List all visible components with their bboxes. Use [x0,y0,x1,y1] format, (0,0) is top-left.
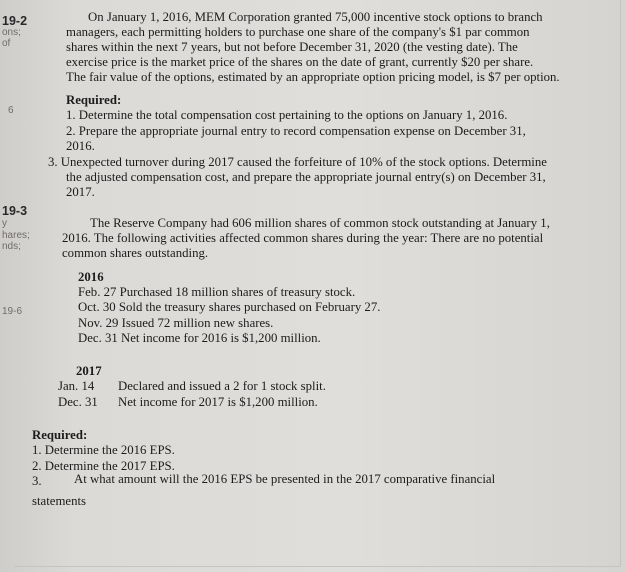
p19-3-required-2: 2. Determine the 2017 EPS. [32,459,175,473]
p19-3-intro-line-3: common shares outstanding. [62,246,209,260]
p19-3-year-2017: 2017 [76,364,102,378]
p19-3-required-heading: Required: [32,428,88,442]
margin-note-6: 6 [8,105,14,116]
margin-note-ons: ons; [2,27,21,38]
p19-2-required-2-line-1: 2. Prepare the appropriate journal entry to record compensation expense on December 31, [66,124,526,138]
p19-3-event-2016-4: Dec. 31 Net income for 2016 is $1,200 million. [78,331,321,345]
margin-note-19-2: 19-2 [2,14,28,28]
p19-2-required-3-line-2: the adjusted compensation cost, and prepare the appropriate journal entry(s) on December 31, [66,170,546,184]
margin-note-19-3: 19-3 [2,204,28,218]
p19-2-required-3-line-3: 2017. [66,185,95,199]
p19-3-event-2016-2: Oct. 30 Sold the treasury shares purchased on February 27. [78,300,381,314]
p19-2-required-heading: Required: [66,93,122,107]
p19-2-intro-line-1: On January 1, 2016, MEM Corporation granted 75,000 incentive stock options to branch [88,10,543,24]
p19-2-intro-line-4: exercise price is the market price of the shares on the date of grant, currently $20 per share. [66,55,534,69]
margin-note-hares: hares; [2,230,30,241]
p19-3-required-3-line-2: statements [32,494,87,508]
p19-3-event-2017-2-text: Net income for 2017 is $1,200 million. [118,395,318,409]
margin-note-19-6: 19-6 [2,306,23,317]
p19-3-event-2016-1: Feb. 27 Purchased 18 million shares of treasury stock. [78,285,356,299]
p19-3-event-2017-2-date: Dec. 31 [58,395,98,409]
p19-3-event-2016-3: Nov. 29 Issued 72 million new shares. [78,316,274,330]
p19-2-intro-line-3: shares within the next 7 years, but not before December 31, 2020 (the vesting date). The [66,40,518,54]
p19-3-required-3-text: At what amount will the 2016 EPS be presented in the 2017 comparative financial [74,472,496,486]
margin-note-of: of [2,38,11,49]
p19-2-intro-line-2: managers, each permitting holders to purchase one share of the company's $1 par common [66,25,530,39]
p19-3-event-2017-1-text: Declared and issued a 2 for 1 stock split. [118,379,326,393]
p19-2-required-1: 1. Determine the total compensation cost pertaining to the options on January 1, 2016. [66,108,508,122]
margin-note-y: y [2,218,7,229]
p19-3-year-2016: 2016 [78,270,104,284]
p19-3-event-2017-1-date: Jan. 14 [58,379,95,393]
p19-3-intro-line-2: 2016. The following activities affected common shares during the year: There are no potential [62,231,544,245]
p19-2-required-3-line-1: 3. Unexpected turnover during 2017 caused the forfeiture of 10% of the stock options. Determine [48,155,547,169]
p19-2-required-2-line-2: 2016. [66,139,95,153]
p19-3-required-3-number: 3. [32,474,42,488]
margin-note-nds: nds; [2,241,21,252]
p19-2-intro-line-5: The fair value of the options, estimated by an appropriate option pricing model, is $7 per option. [66,70,560,84]
p19-3-intro-line-1: The Reserve Company had 606 million shares of common stock outstanding at January 1, [90,216,550,230]
p19-3-required-1: 1. Determine the 2016 EPS. [32,443,175,457]
